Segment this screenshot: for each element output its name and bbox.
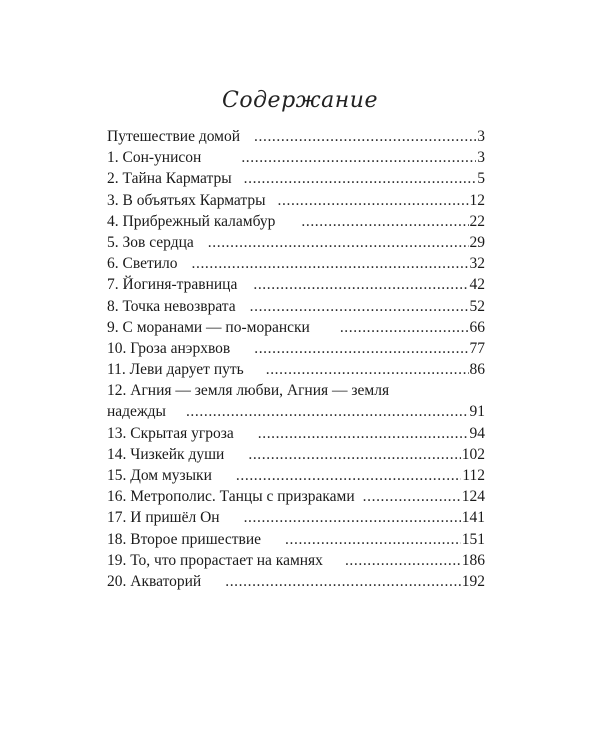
toc-entry-label: 7. Йогиня-травница: [107, 276, 238, 294]
toc-entry[interactable]: [107, 126, 485, 147]
dot-leader: [225, 571, 461, 592]
toc-entry-label: 2. Тайна Карматры: [107, 170, 232, 188]
dot-leader: [363, 486, 461, 507]
toc-entry-page: 77: [469, 339, 485, 357]
toc-entry-label: 16. Метрополис. Танцы с призраками: [107, 488, 355, 506]
toc-entry[interactable]: [107, 444, 485, 465]
toc-entry-page: 22: [469, 212, 485, 230]
dot-leader: [192, 253, 469, 274]
toc-entry-page: 5: [477, 170, 485, 188]
toc-entry[interactable]: [107, 423, 485, 444]
toc-entry[interactable]: [107, 338, 485, 359]
dot-leader: [241, 147, 476, 168]
toc-entry-page: 91: [469, 403, 485, 421]
toc-entry[interactable]: [107, 253, 485, 274]
dot-leader: [248, 444, 460, 465]
toc-entry-label: 19. То, что прорастает на камнях: [107, 551, 323, 569]
dot-leader: [186, 401, 469, 422]
toc-entry[interactable]: [107, 550, 485, 571]
toc-entry-page: 94: [469, 424, 485, 442]
toc-entry-page: 66: [469, 318, 485, 336]
toc-entry-page: 86: [469, 361, 485, 379]
toc-entry[interactable]: [107, 190, 485, 211]
toc-entry[interactable]: [107, 380, 485, 422]
toc-entry-label: 12. Агния — земля любви, Агния — земля: [107, 382, 390, 400]
toc-entry-page: 52: [469, 297, 485, 315]
toc-entry-label: 11. Леви дарует путь: [107, 361, 244, 379]
toc-entry[interactable]: [107, 232, 485, 253]
toc-entry[interactable]: [107, 168, 485, 189]
toc-entry-page: 3: [477, 128, 485, 145]
toc-entry-label: 4. Прибрежный каламбур: [107, 212, 276, 230]
toc-entry-label: 5. Зов сердца: [107, 233, 194, 251]
dot-leader: [278, 190, 469, 211]
toc-entry[interactable]: [107, 507, 485, 528]
toc-entry-label: 8. Точка невозврата: [107, 297, 236, 315]
toc-entry-page: 12: [469, 191, 485, 209]
dot-leader: [340, 317, 469, 338]
toc-entry-page: 141: [461, 509, 485, 527]
dot-leader: [253, 274, 468, 295]
dot-leader: [266, 359, 469, 380]
dot-leader: [254, 126, 476, 147]
toc-entry-page: 151: [461, 530, 485, 548]
toc-entry-page: 192: [461, 572, 485, 590]
toc-entry[interactable]: [107, 465, 485, 486]
toc-entry-page: 3: [477, 149, 485, 167]
toc-entry-label: 10. Гроза анэрхвов: [107, 339, 231, 357]
toc-entry[interactable]: [107, 486, 485, 507]
toc-entry-label: 14. Чизкейк души: [107, 445, 225, 463]
dot-leader: [301, 211, 468, 232]
toc-entry-label: 1. Сон-унисон: [107, 149, 202, 167]
table-of-contents: [107, 126, 485, 592]
toc-entry-label: 6. Светило: [107, 255, 178, 273]
dot-leader: [244, 168, 477, 189]
toc-entry-page: 124: [461, 488, 485, 506]
dot-leader: [250, 296, 469, 317]
toc-entry-label: 18. Второе пришествие: [107, 530, 262, 548]
toc-entry[interactable]: [107, 147, 485, 168]
toc-entry[interactable]: [107, 571, 485, 592]
dot-leader: [244, 507, 461, 528]
toc-entry[interactable]: [107, 296, 485, 317]
toc-entry-label: 13. Скрытая угроза: [107, 424, 234, 442]
page-title: Содержание: [222, 88, 378, 113]
toc-entry[interactable]: [107, 529, 485, 550]
toc-entry[interactable]: [107, 274, 485, 295]
dot-leader: [236, 465, 461, 486]
dot-leader: [258, 423, 469, 444]
toc-entry-page: 29: [469, 233, 485, 251]
toc-entry-label-continued: надежды: [107, 403, 166, 421]
toc-entry[interactable]: [107, 359, 485, 380]
toc-entry-page: 32: [469, 255, 485, 273]
toc-entry-label: 3. В объятьях Карматры: [107, 191, 266, 209]
toc-entry-label: 20. Акваторий: [107, 572, 202, 590]
toc-entry-label: 15. Дом музыки: [107, 467, 212, 484]
dot-leader: [345, 550, 461, 571]
toc-entry-label: Путешествие домой: [107, 128, 241, 145]
toc-entry-page: 102: [461, 445, 485, 463]
toc-entry[interactable]: [107, 211, 485, 232]
toc-entry[interactable]: [107, 317, 485, 338]
dot-leader: [285, 529, 461, 550]
toc-entry-label: 17. И пришёл Он: [107, 509, 220, 527]
dot-leader: [254, 338, 468, 359]
dot-leader: [208, 232, 469, 253]
toc-entry-page: 112: [462, 467, 485, 484]
toc-entry-page: 42: [469, 276, 485, 294]
toc-entry-label: 9. С моранами — по-морански: [107, 318, 310, 336]
toc-entry-page: 186: [461, 551, 485, 569]
